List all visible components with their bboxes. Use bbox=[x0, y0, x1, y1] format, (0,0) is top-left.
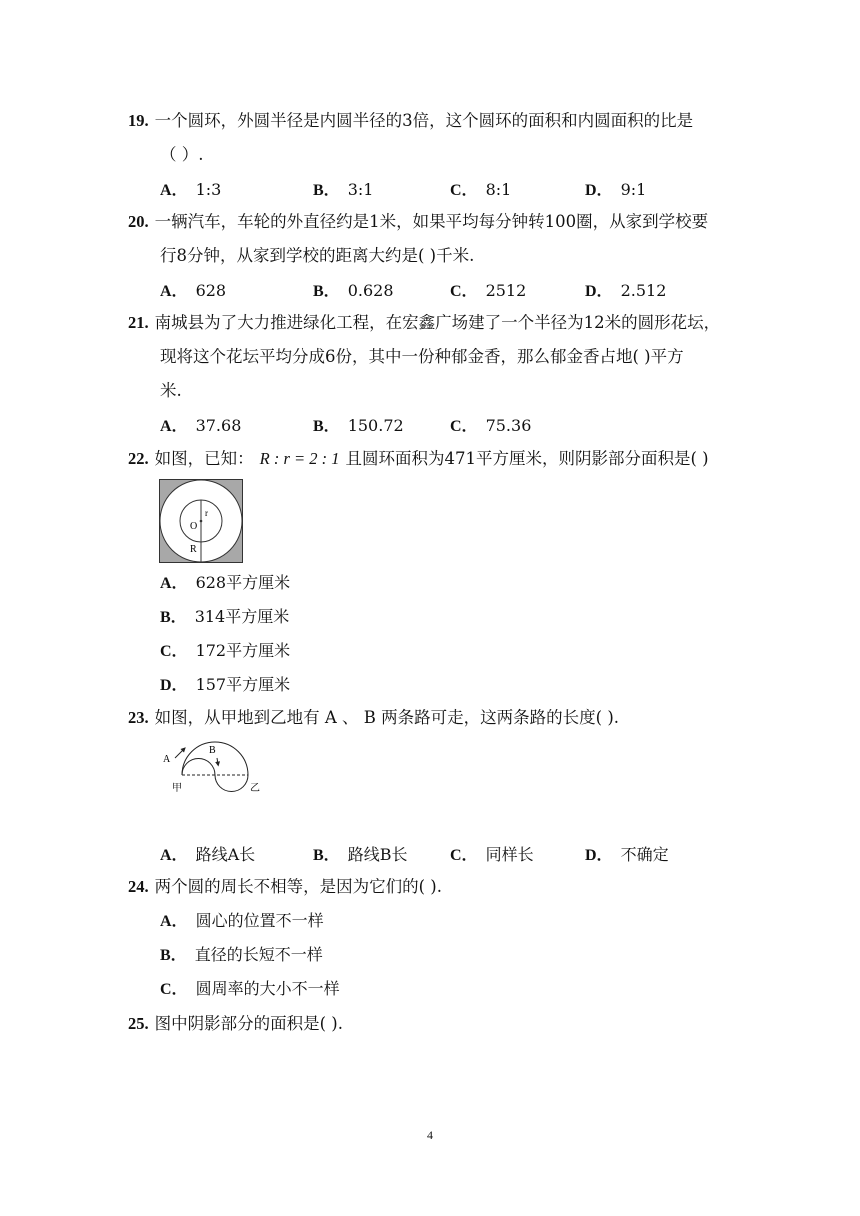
question-text-cont: 现将这个花坛平均分成6份，其中一份种郁金香，那么郁金香占地( )平方 bbox=[160, 347, 684, 366]
option-a[interactable]: A． 路线A长 bbox=[160, 845, 256, 864]
question-text: 图中阴影部分的面积是( ). bbox=[154, 1014, 343, 1033]
question-number: 21. bbox=[128, 313, 149, 332]
question-number: 20. bbox=[128, 212, 149, 231]
route-b-arrow bbox=[217, 758, 218, 764]
options-22 bbox=[160, 566, 290, 702]
question-number: 23. bbox=[128, 708, 149, 727]
option-a[interactable]: A． 圆心的位置不一样 bbox=[160, 911, 324, 930]
question-text-cont: 行8分钟，从家到学校的距离大约是( )千米. bbox=[160, 246, 475, 265]
question-24 bbox=[128, 870, 748, 904]
option-a[interactable]: A． 1:3 bbox=[160, 180, 222, 199]
label-r: r bbox=[205, 508, 208, 518]
question-text: 两个圆的周长不相等，是因为它们的( ). bbox=[154, 877, 442, 896]
label-end: 乙 bbox=[250, 783, 260, 794]
options-24 bbox=[160, 904, 340, 1006]
page-number: 4 bbox=[427, 1128, 433, 1142]
question-text: 如图，已知： bbox=[154, 449, 254, 468]
question-text-cont: 米. bbox=[160, 381, 182, 400]
route-a-arrow bbox=[175, 749, 184, 758]
option-b[interactable]: B． 3:1 bbox=[313, 180, 374, 199]
label-R: R bbox=[190, 544, 197, 555]
question-text: 南城县为了大力推进绿化工程，在宏鑫广场建了一个半径为12米的圆形花坛， bbox=[154, 313, 721, 332]
option-c[interactable]: C． 172平方厘米 bbox=[160, 641, 291, 660]
question-text: 一辆汽车，车轮的外直径约是1米，如果平均每分钟转100圈，从家到学校要 bbox=[154, 212, 709, 231]
question-text-cont: （ ）. bbox=[160, 145, 204, 164]
ratio-formula: R : r = 2 : 1 bbox=[259, 449, 340, 468]
routes-figure bbox=[158, 738, 278, 798]
label-start: 甲 bbox=[172, 783, 182, 794]
question-text: 一个圆环，外圆半径是内圆半径的3倍，这个圆环的面积和内圆面积的比是 bbox=[154, 111, 694, 130]
option-c[interactable]: C． 圆周率的大小不一样 bbox=[160, 979, 340, 998]
question-number: 25. bbox=[128, 1014, 149, 1033]
annulus-figure bbox=[159, 479, 243, 563]
option-b[interactable]: B． 150.72 bbox=[313, 416, 404, 435]
label-o: O bbox=[190, 521, 198, 532]
question-25 bbox=[128, 1007, 748, 1041]
question-text: 如图，从甲地到乙地有 A 、 B 两条路可走，这两条路的长度( ). bbox=[154, 708, 620, 727]
question-number: 24. bbox=[128, 877, 149, 896]
option-d[interactable]: D． 不确定 bbox=[585, 845, 669, 864]
option-b[interactable]: B． 0.628 bbox=[313, 281, 394, 300]
question-22 bbox=[128, 442, 748, 476]
option-c[interactable]: C． 2512 bbox=[450, 281, 527, 300]
question-number: 22. bbox=[128, 449, 149, 468]
option-c[interactable]: C． 8:1 bbox=[450, 180, 512, 199]
option-a[interactable]: A． 37.68 bbox=[160, 416, 242, 435]
option-b[interactable]: B． 314平方厘米 bbox=[160, 607, 290, 626]
option-b[interactable]: B． 路线B长 bbox=[313, 845, 408, 864]
question-20 bbox=[128, 205, 748, 273]
option-d[interactable]: D． 157平方厘米 bbox=[160, 675, 291, 694]
option-a[interactable]: A． 628 bbox=[160, 281, 227, 300]
label-route-a: A bbox=[163, 754, 171, 765]
option-c[interactable]: C． 75.36 bbox=[450, 416, 532, 435]
option-d[interactable]: D． 9:1 bbox=[585, 180, 647, 199]
question-23 bbox=[128, 701, 748, 735]
question-number: 19. bbox=[128, 111, 149, 130]
option-d[interactable]: D． 2.512 bbox=[585, 281, 667, 300]
question-text-cont: 且圆环面积为471平方厘米，则阴影部分面积是( ) bbox=[345, 449, 709, 468]
question-19 bbox=[128, 104, 748, 172]
option-a[interactable]: A． 628平方厘米 bbox=[160, 573, 291, 592]
label-route-b: B bbox=[209, 745, 216, 756]
option-c[interactable]: C． 同样长 bbox=[450, 845, 534, 864]
center-dot bbox=[200, 520, 203, 523]
option-b[interactable]: B． 直径的长短不一样 bbox=[160, 945, 323, 964]
question-21 bbox=[128, 306, 748, 408]
